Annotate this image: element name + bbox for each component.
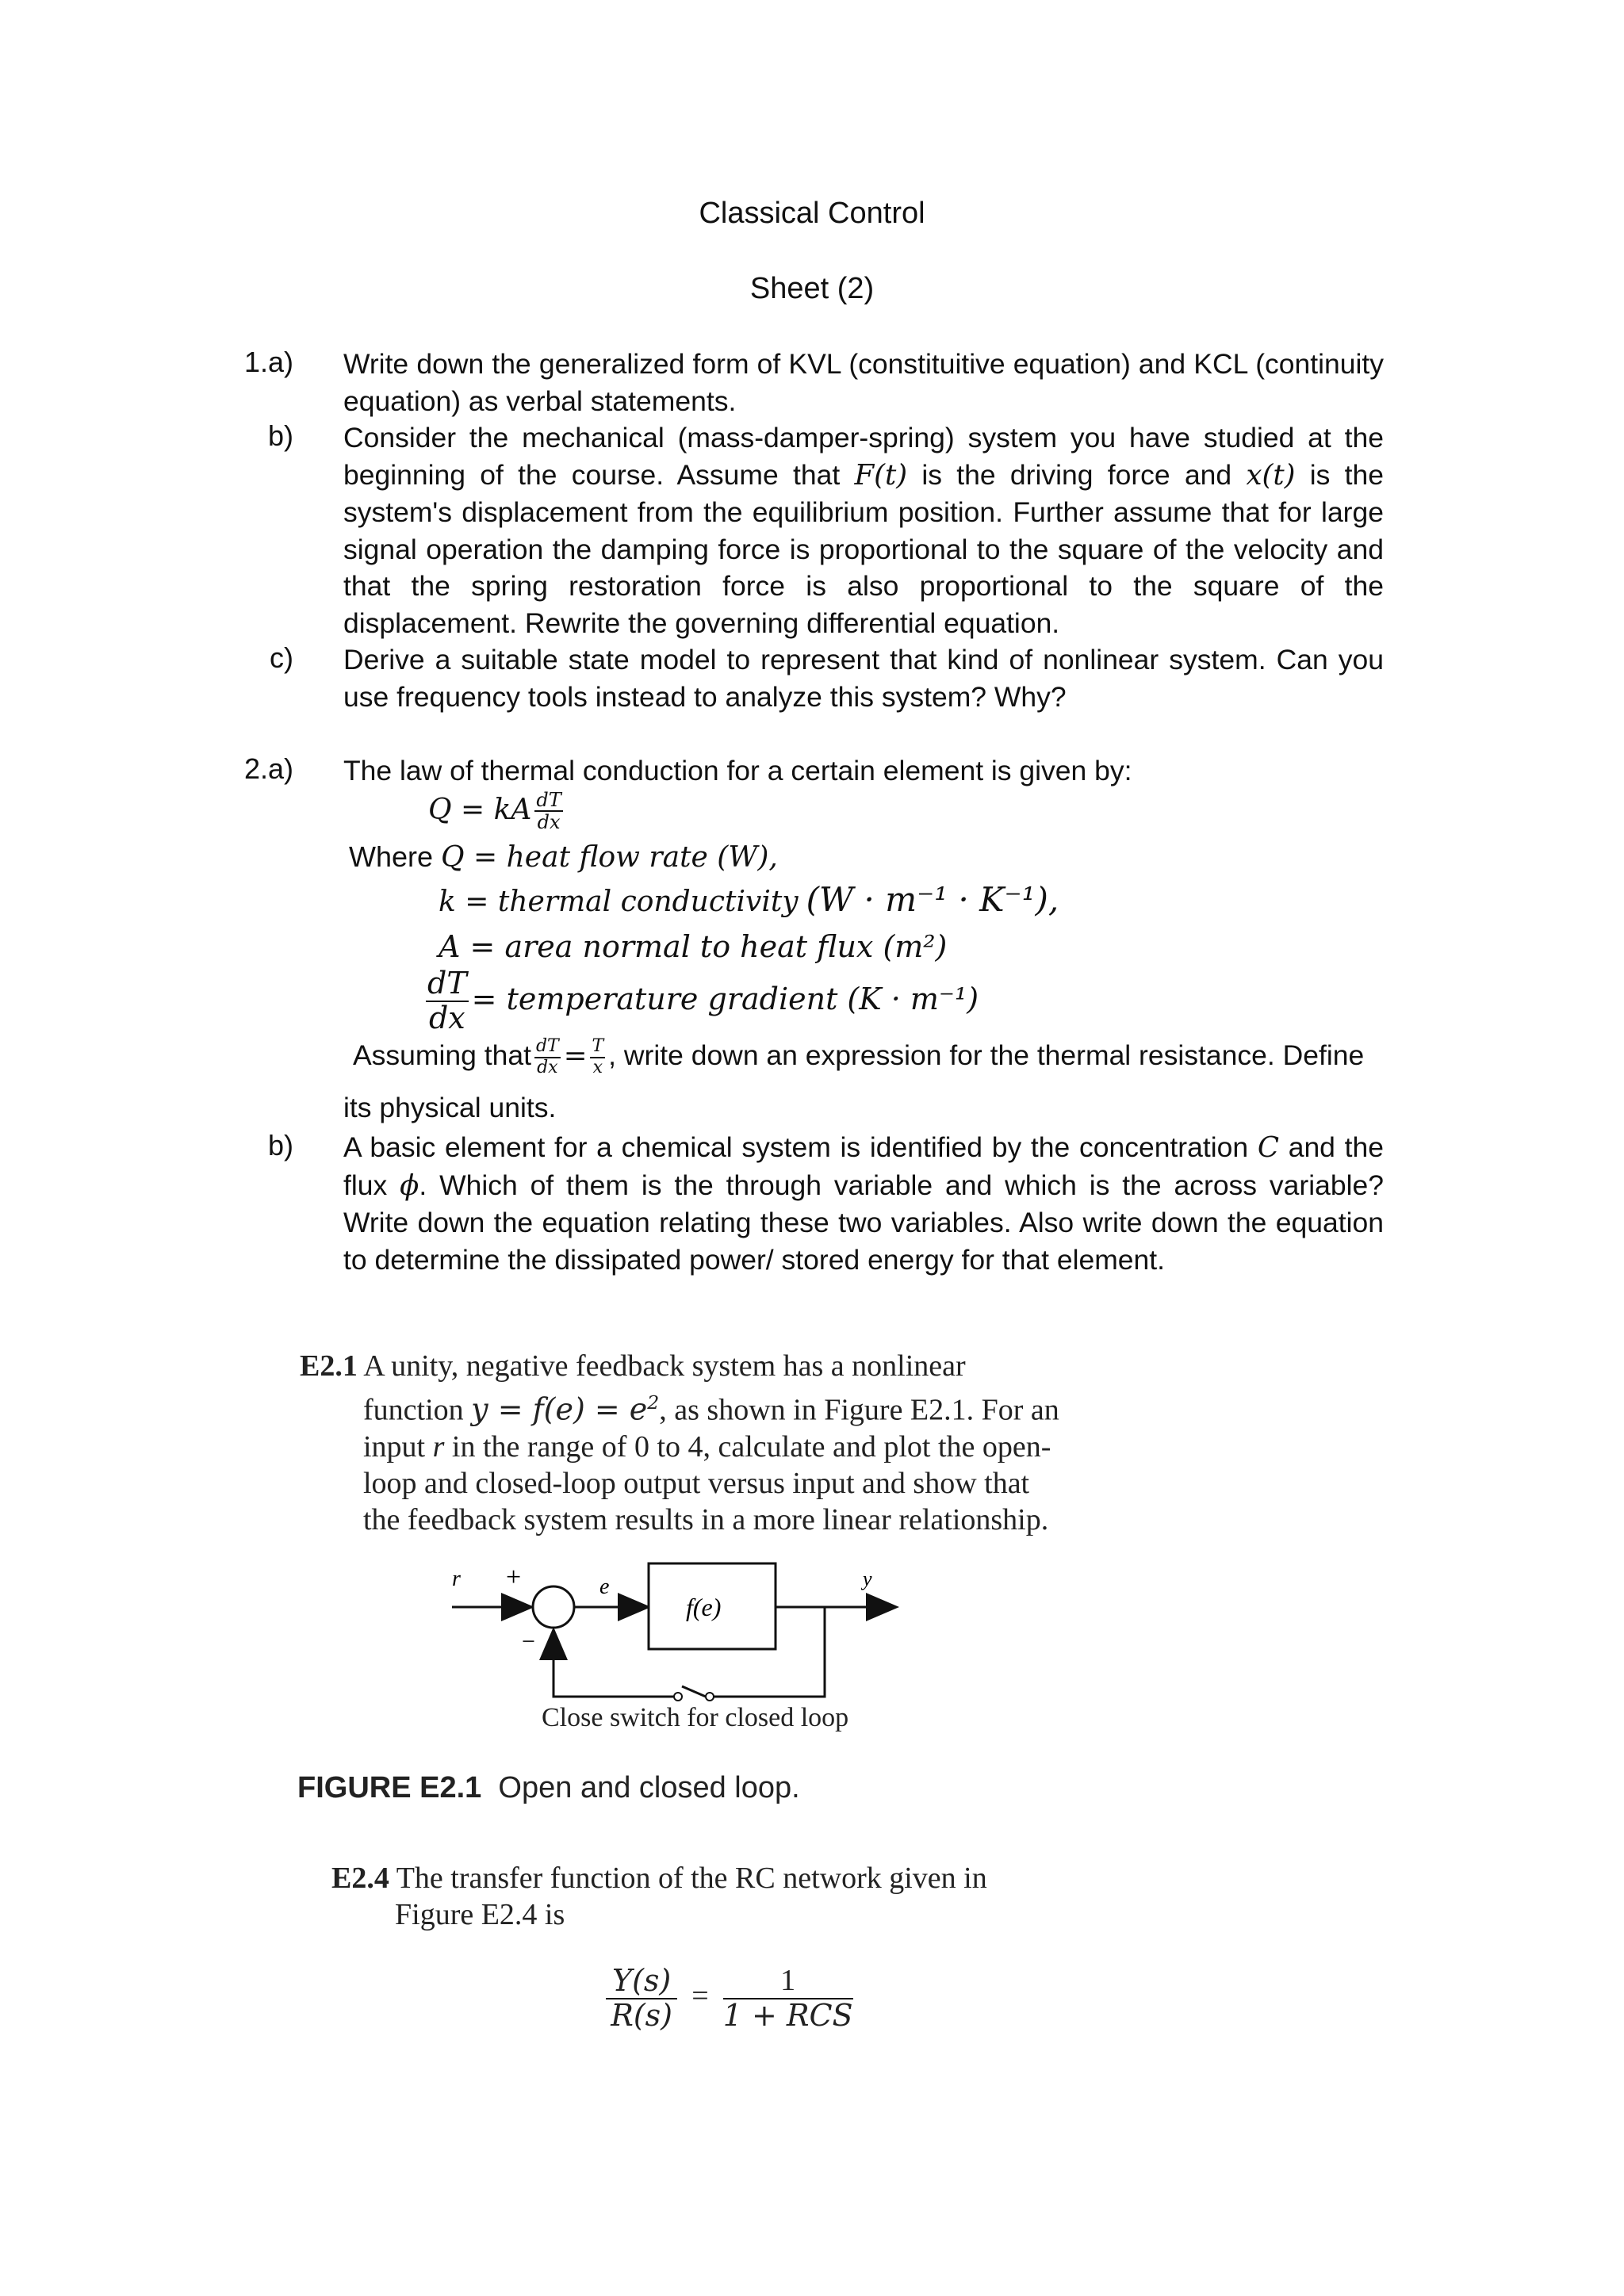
summing-junction: [533, 1586, 574, 1628]
assumption-line: Assuming that $\frac{dT}{dx}$ = $\frac{T}{x}$ , write down an expression for the thermal resistance. Define: [353, 1036, 1365, 1077]
feedback-block-diagram: [444, 1546, 920, 1728]
label-y: y: [863, 1567, 872, 1590]
q2b-label: b): [267, 1129, 293, 1161]
e24-label: E2.4: [331, 1862, 389, 1895]
switch-caption: Close switch for closed loop: [542, 1703, 849, 1732]
where-q-line: Where Q = heat flow rate (W),: [349, 840, 778, 874]
assumption-line-2: its physical units.: [343, 1092, 557, 1123]
concentration-symbol: C: [1257, 1131, 1279, 1164]
force-symbol: F(t): [854, 458, 908, 492]
block-label: f(e): [686, 1593, 722, 1621]
document-subtitle: Sheet (2): [749, 272, 875, 305]
conduction-equation: Q = kA $\frac{dT}{dx}$: [428, 789, 561, 834]
switch-pivot: [674, 1693, 682, 1701]
q2a-label: 2.a): [243, 752, 293, 785]
figure-caption: FIGURE E2.1 Open and closed loop.: [297, 1771, 800, 1804]
switch-contact: [706, 1693, 714, 1701]
document-title: Classical Control: [699, 197, 925, 230]
q2a-intro: The law of thermal conduction for a certain element is given by:: [343, 755, 1132, 786]
displacement-symbol: x(t): [1246, 458, 1296, 492]
figure-label: FIGURE E2.1: [297, 1771, 482, 1804]
label-plus: +: [506, 1563, 522, 1592]
q1a-text: Write down the generalized form of KVL (constituitive equation) and KCL (continuity equation) as verbal statements.: [343, 348, 1384, 417]
switch-blade: [682, 1686, 706, 1697]
label-e: e: [599, 1575, 610, 1599]
q1a-label: 1.a): [243, 346, 293, 378]
q1c-label: c): [270, 641, 293, 674]
label-minus: −: [522, 1628, 535, 1655]
def-A: A = area normal to heat flux (m²): [439, 929, 948, 964]
e24-problem: E2.4 The transfer function of the RC network given in Figure E2.4 is: [331, 1862, 987, 1931]
q2b-text: A basic element for a chemical system is identified by the concentration C and the flux ϕ. Which of them is the through variable and which is the across variable? Write down the equation relating these two variables. Also write down the equation to determine the dissipated power/ stored energy for that element.: [343, 1131, 1384, 1276]
e21-problem: E2.1 A unity, negative feedback system has a nonlinear function $y = f(e) = e^2$, as shown in Figure E2.1. For an input r in the range of 0 to 4, calculate and plot the open- loop and closed-loop output versus input and show that the feedback system results in a more linear relationship.: [300, 1349, 1059, 1536]
q1c-text: Derive a suitable state model to represent that kind of nonlinear system. Can you use frequency tools instead to analyze this system? Why?: [343, 644, 1384, 713]
transfer-function: $\frac{Y(s)}{R(s)}$ = $\frac{1}{\text{1 + RCS}}$: [603, 1965, 856, 2033]
def-k: k = thermal conductivity (W · m⁻¹ · K⁻¹),: [439, 880, 1059, 919]
q1b-label: b): [267, 419, 293, 452]
def-gradient: $\frac{dT}{dx}$ = temperature gradient (K · m⁻¹): [427, 966, 979, 1035]
label-r: r: [452, 1567, 461, 1591]
flux-symbol: ϕ: [400, 1169, 419, 1202]
e21-label: E2.1: [300, 1349, 358, 1383]
q1b-text: Consider the mechanical (mass-damper-spring) system you have studied at the beginning of the course. Assume that F(t) is the driving force and x(t) is the system's displacement from the equilibrium position. Further assume that for large signal operation the damping force is proportional to the square of the velocity and that the spring restoration force is also proportional to the square of the displacement. Rewrite the governing differential equation.: [343, 422, 1384, 639]
